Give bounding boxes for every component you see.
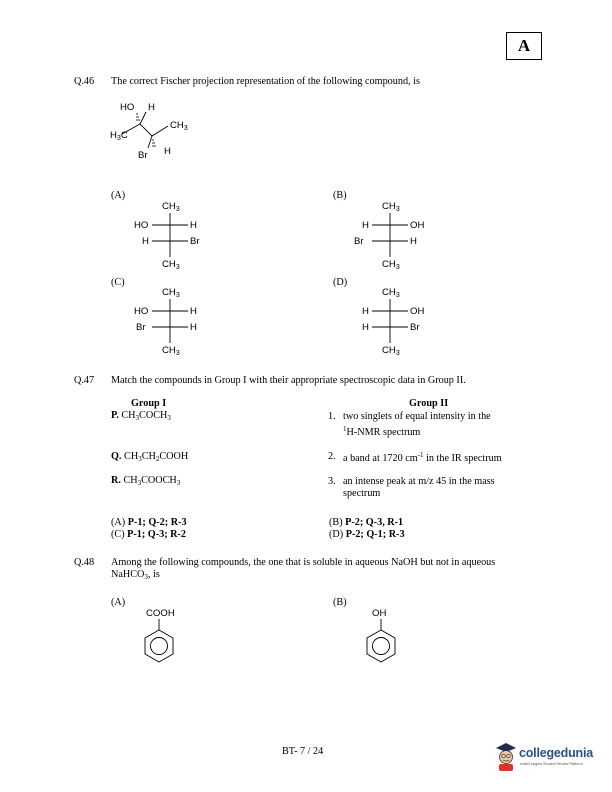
group2-item-3: an intense peak at m/z 45 in the mass spectrum	[343, 476, 495, 499]
group2-item-1: two singlets of equal intensity in the $^1$H-NMR spectrum	[343, 411, 491, 438]
q48-option-a-structure	[128, 604, 188, 670]
svg-text:HO: HO	[134, 220, 149, 231]
q46-option-c-label[interactable]: (C)	[111, 277, 125, 288]
q46-option-a-label[interactable]: (A)	[111, 190, 126, 201]
q48-option-a-label[interactable]: (A)	[111, 597, 126, 608]
q46-number: Q.46	[74, 76, 95, 87]
compound-h-bottom-label: H	[164, 146, 171, 157]
svg-text:HO: HO	[134, 306, 149, 317]
svg-text:CH3: $CH_3$	[382, 345, 400, 357]
svg-text:H: H	[362, 322, 369, 333]
svg-text:CH3: $CH_3$	[382, 287, 400, 299]
svg-text:CH3: $CH_3$	[382, 259, 400, 271]
brand-name: collegedunia	[519, 746, 594, 760]
page-number: BT- 7 / 24	[282, 746, 324, 757]
svg-text:H: H	[190, 322, 197, 333]
svg-text:OH: OH	[372, 608, 387, 619]
q46-compound-structure	[100, 96, 220, 162]
q46-text: The correct Fischer projection representation of the following compound, is	[111, 76, 420, 87]
compound-br-label: Br	[138, 150, 148, 161]
compound-h3c-left-label: $H_3C$	[110, 130, 128, 142]
svg-text:CH3: $CH_3$	[162, 345, 180, 357]
svg-text:H: H	[190, 220, 197, 231]
q46-option-a-fischer	[130, 197, 210, 271]
svg-text:COOH: COOH	[146, 608, 175, 619]
svg-text:CH3: $CH_3$	[162, 201, 180, 213]
svg-text:CH3: $CH_3$	[162, 287, 180, 299]
q48-number: Q.48	[74, 557, 95, 568]
q47-text: Match the compounds in Group I with their appropriate spectroscopic data in Group II.	[111, 375, 466, 386]
brand-tagline: India's largest Student Review Platform	[520, 762, 583, 766]
collegedunia-logo[interactable]	[494, 740, 600, 774]
q48-option-b-structure	[350, 604, 410, 670]
graduate-mascot-icon	[494, 740, 518, 772]
group1-item-r: R. $CH_3COOCH_3$	[111, 475, 181, 487]
group1-item-p: P. $CH_3COCH_3$	[111, 410, 171, 422]
q47-option-c[interactable]: (C) P-1; Q-3; R-2	[111, 529, 186, 540]
svg-text:Br: Br	[410, 322, 420, 333]
group1-item-q: Q. $CH_3CH_2COOH$	[111, 451, 189, 463]
q46-option-d-fischer	[350, 283, 430, 357]
svg-text:CH3: $CH_3$	[162, 259, 180, 271]
q47-number: Q.47	[74, 375, 95, 386]
group2-item-2-label: 2.	[328, 451, 336, 462]
q47-option-d[interactable]: (D) P-2; Q-1; R-3	[329, 529, 405, 540]
group2-item-1-label: 1.	[328, 411, 336, 422]
svg-text:OH: OH	[410, 220, 425, 231]
q46-option-c-fischer	[130, 283, 210, 357]
compound-ch3-right-label: $CH_3$	[170, 120, 188, 132]
svg-text:Br: Br	[354, 236, 364, 247]
group2-item-2: a band at 1720 $cm^{-1}$ in the IR spectrum	[343, 451, 502, 464]
svg-text:Br: Br	[136, 322, 146, 333]
q48-text: Among the following compounds, the one that is soluble in aqueous NaOH but not in aqueous NaHCO$_3$, is	[111, 557, 496, 581]
group1-heading: Group I	[131, 398, 167, 409]
q48-option-b-label[interactable]: (B)	[333, 597, 347, 608]
q47-option-a[interactable]: (A) P-1; Q-2; R-3	[111, 517, 187, 528]
compound-ho-label: HO	[120, 102, 135, 113]
q46-option-d-label[interactable]: (D)	[333, 277, 348, 288]
q47-option-b[interactable]: (B) P-2; Q-3, R-1	[329, 517, 404, 528]
svg-text:H: H	[190, 306, 197, 317]
q46-option-b-fischer	[350, 197, 430, 271]
svg-text:CH3: $CH_3$	[382, 201, 400, 213]
svg-text:H: H	[410, 236, 417, 247]
svg-text:H: H	[362, 306, 369, 317]
svg-text:OH: OH	[410, 306, 425, 317]
group2-heading: Group II	[409, 398, 449, 409]
svg-text:H: H	[142, 236, 149, 247]
svg-text:Br: Br	[190, 236, 200, 247]
svg-text:H: H	[362, 220, 369, 231]
compound-h-top-label: H	[148, 102, 155, 113]
group2-item-3-label: 3.	[328, 476, 336, 487]
paper-code-box: A	[506, 32, 542, 60]
q46-option-b-label[interactable]: (B)	[333, 190, 347, 201]
